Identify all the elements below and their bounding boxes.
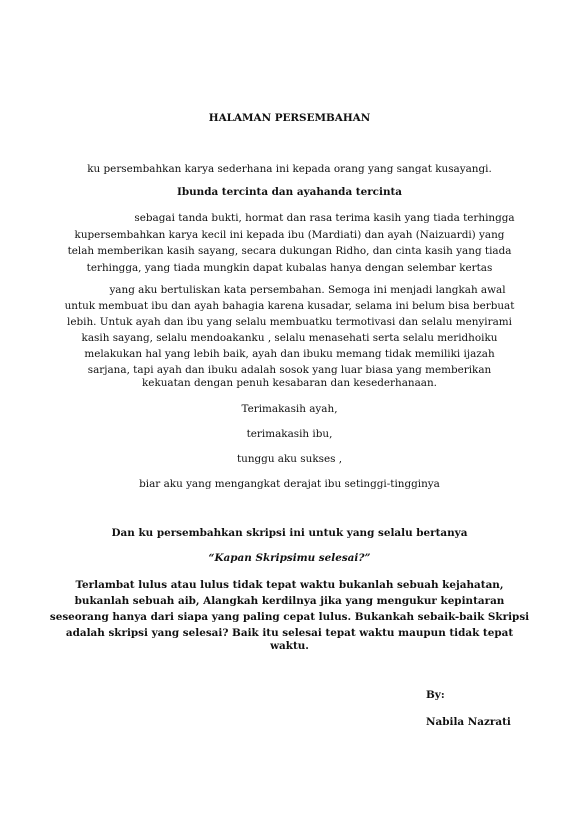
page-title: HALAMAN PERSEMBAHAN: [208, 112, 371, 124]
paragraph-two-line: sarjana, tapi ayah dan ibuku adalah sosok yang luar biasa yang memberikan: [87, 364, 492, 376]
signature-label: By:: [426, 689, 445, 701]
closing-line: seseorang hanya dari siapa yang paling cepat lulus. Bukankah sebaik-baik Skripsi: [49, 611, 530, 623]
paragraph-one-line: terhingga, yang tiada mungkin dapat kubalas hanya dengan selembar kertas: [86, 262, 493, 274]
closing-line: bukanlah sebuah aib, Alangkah kerdilnya jika yang mengukur kepintaran: [74, 595, 505, 607]
paragraph-two-line: untuk membuat ibu dan ayah bahagia karena kusadar, selama ini belum bisa berbuat: [64, 300, 515, 312]
closing-line: adalah skripsi yang selesai? Baik itu selesai tepat waktu maupun tidak tepat: [65, 627, 514, 639]
paragraph-two-line: lebih. Untuk ayah dan ibu yang selalu membuatku termotivasi dan selalu menyirami: [67, 316, 512, 328]
paragraph-two-line: kasih sayang, selalu mendoakanku , selalu menasehati serta selalu meridhoiku: [81, 332, 498, 344]
dedicatee-heading: Ibunda tercinta dan ayahanda tercinta: [176, 186, 403, 198]
thanks-line: terimakasih ibu,: [246, 428, 333, 440]
intro-line: ku persembahkan karya sederhana ini kepada orang yang sangat kusayangi.: [87, 163, 492, 175]
paragraph-two-line: yang aku bertuliskan kata persembahan. Semoga ini menjadi langkah awal: [109, 284, 506, 296]
closing-line: waktu.: [270, 640, 309, 652]
thanks-line: tunggu aku sukses ,: [236, 453, 343, 465]
thanks-line: Terimakasih ayah,: [241, 403, 338, 415]
closing-line: Terlambat lulus atau lulus tidak tepat waktu bukanlah sebuah kejahatan,: [75, 579, 504, 591]
paragraph-two-line: melakukan hal yang lebih baik, ayah dan ibuku memang tidak memiliki ijazah: [84, 348, 495, 360]
paragraph-one-line: kupersembahkan karya kecil ini kepada ibu (Mardiati) dan ayah (Naizuardi) yang: [74, 229, 505, 241]
question-quote: “Kapan Skripsimu selesai?”: [208, 552, 371, 564]
signature-name: Nabila Nazrati: [426, 716, 511, 728]
thanks-line: biar aku yang mengangkat derajat ibu setinggi-tingginya: [139, 478, 440, 490]
paragraph-one-line: telah memberikan kasih sayang, secara dukungan Ridho, dan cinta kasih yang tiada: [67, 245, 512, 257]
question-intro: Dan ku persembahkan skripsi ini untuk yang selalu bertanya: [111, 527, 468, 539]
paragraph-two-line: kekuatan dengan penuh kesabaran dan kesederhanaan.: [142, 377, 437, 389]
paragraph-one-line: sebagai tanda bukti, hormat dan rasa terima kasih yang tiada terhingga: [134, 212, 515, 224]
